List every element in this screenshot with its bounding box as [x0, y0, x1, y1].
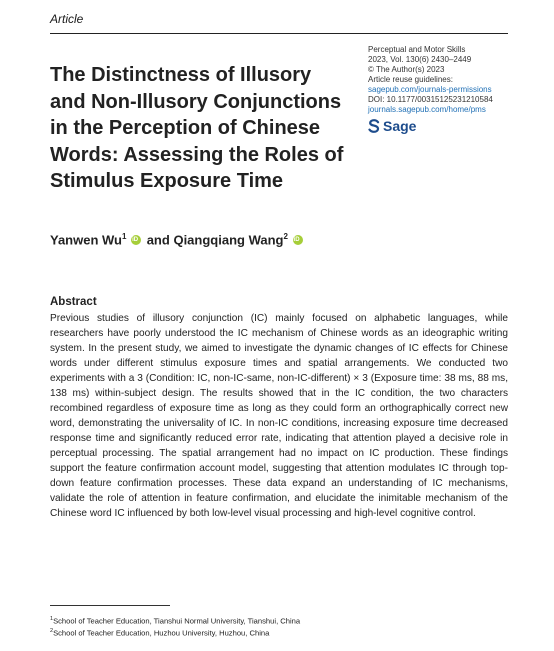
journal-home-link[interactable]: journals.sagepub.com/home/pms	[368, 105, 486, 114]
author-list	[50, 232, 305, 247]
copyright-notice: © The Author(s) 2023	[368, 65, 445, 74]
citation-info: 2023, Vol. 130(6) 2430–2449	[368, 55, 472, 64]
doi-text: DOI: 10.1177/00315125231210584	[368, 95, 493, 104]
footnote-text: School of Teacher Education, Huzhou University, Huzhou, China	[53, 628, 270, 638]
abstract-heading: Abstract	[50, 296, 97, 308]
footnote-marker: 2	[50, 628, 54, 634]
sage-s-icon	[368, 119, 380, 133]
journal-name: Perceptual and Motor Skills	[368, 45, 466, 54]
article-type-label: Article	[50, 12, 84, 26]
paper-title: The Distinctness of Illusory and Non-Illusory Conjunctions in the Perception of Chinese Words: Assessing the Roles of Stimulus Exposure Time	[50, 64, 344, 192]
publication-metadata	[368, 45, 538, 133]
publisher-name: Sage	[383, 118, 417, 134]
footnote-text: School of Teacher Education, Tianshui Normal University, Tianshui, China	[53, 616, 301, 626]
abstract-text: Previous studies of illusory conjunction (IC) mainly focused on alphabetic languages, while researchers have poorly understood the IC mechanism of Chinese words as an ideographic writing system. In the present study, we aimed to investigate the dynamic changes of IC effects for Chinese words under different stimulus exposure times and spatial arrangements. We conducted two experiments with a 3 (Condition: IC, non-IC-same, non-IC-different) × 3 (Exposure time: 38 ms, 88 ms, 138 ms) within-subject design. The results showed that in the IC condition, the two characters recombined regardless of exposure time as long as they could form an orthographically correct new word, demonstrating the universality of IC. In non-IC conditions, increasing exposure time decreased response time and significantly reduced error rate, indicating that attention played a decisive role in perceptual processing. The spatial arrangement had no impact on IC production. These findings support the feature confirmation account model, suggesting that attention modulates IC through top-down feature confirmation processes. These data expand an understanding of IC mechanisms, validate the role of attention in feature confirmation, and elucidate the inimitable mechanism of the Chinese word IC influenced by both low-level visual processing and high-level cognitive control.	[50, 313, 508, 519]
header-divider	[50, 33, 508, 34]
permissions-link[interactable]: sagepub.com/journals-permissions	[368, 85, 492, 94]
affiliation-marker: 2	[283, 232, 288, 241]
footnote-marker: 1	[50, 616, 54, 622]
reuse-guidelines-label: Article reuse guidelines:	[368, 75, 453, 84]
footnote-affiliation	[50, 626, 269, 639]
orcid-icon[interactable]	[131, 235, 141, 245]
author-name: Yanwen Wu	[50, 232, 122, 248]
footnote-divider	[50, 605, 170, 606]
publisher-logo	[368, 119, 538, 133]
author-name: Qiangqiang Wang	[173, 232, 284, 248]
footnote-affiliation	[50, 614, 300, 627]
orcid-icon[interactable]	[293, 235, 303, 245]
author-connector: and	[146, 232, 170, 248]
affiliation-marker: 1	[122, 232, 127, 241]
